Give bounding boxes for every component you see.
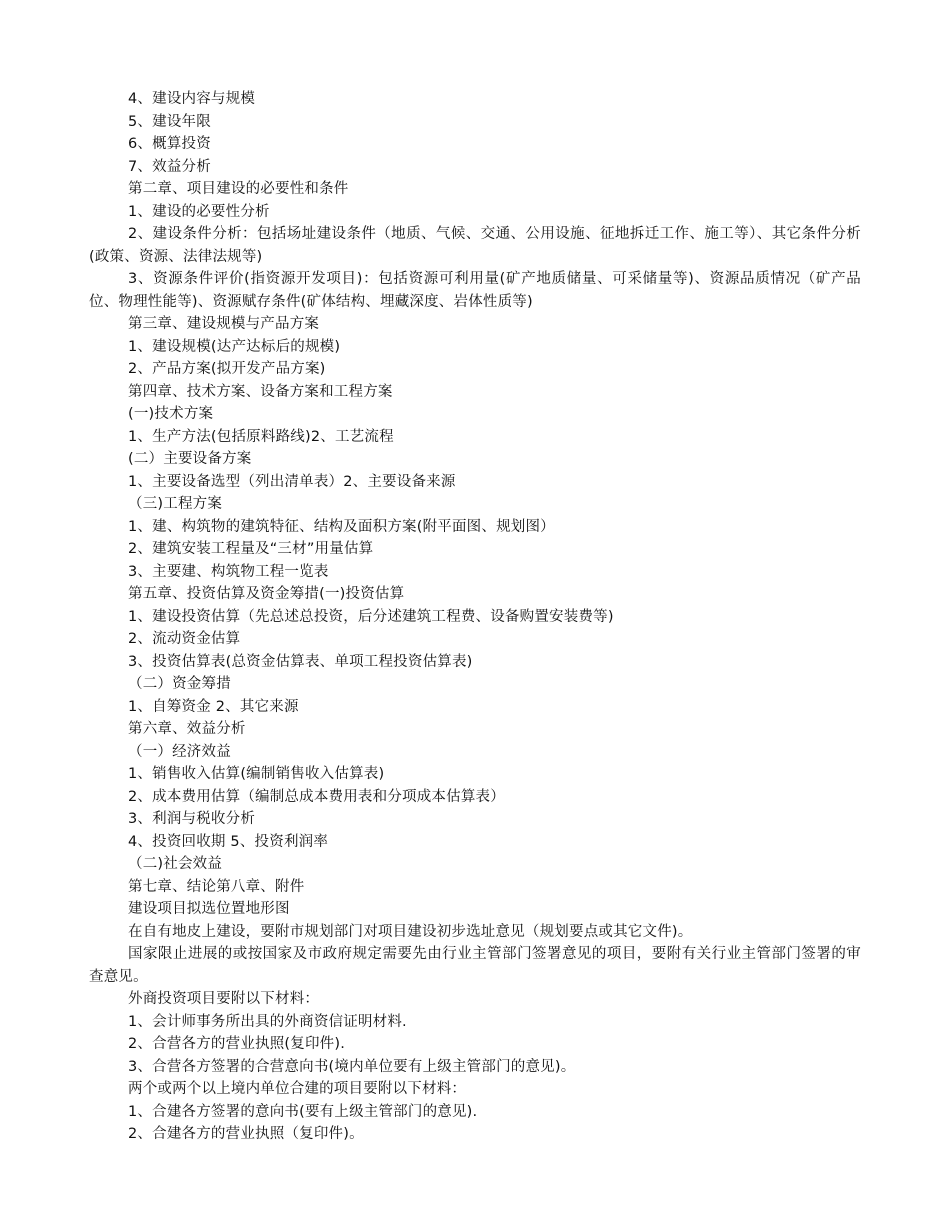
section-heading: (一)技术方案 (128, 406, 214, 422)
paragraph: 国家限止进展的或按国家及市政府规定需要先由行业主管部门签署意见的项目，要附有关行业主管部门签署的审查意见。 (89, 946, 861, 985)
paragraph: 1、合建各方签署的意向书(要有上级主管部门的意见). (128, 1103, 478, 1120)
paragraph: 3、投资估算表(总资金估算表、单项工程投资估算表) (128, 653, 473, 670)
paragraph: 5、建设年限 (128, 113, 211, 130)
paragraph: 2、建筑安装工程量及“三材”用量估算 (128, 541, 374, 557)
chapter-heading: 第三章、建设规模与产品方案 (128, 316, 320, 332)
chapter-heading: 第七章、结论第八章、附件 (128, 878, 305, 895)
paragraph: 3、主要建、构筑物工程一览表 (128, 563, 329, 580)
paragraph: 1、建设规模(达产达标后的规模) (128, 338, 341, 355)
paragraph: 1、建、构筑物的建筑特征、结构及面积方案(附平面图、规划图） (128, 518, 555, 535)
section-heading: （二)社会效益 (128, 856, 223, 872)
section-heading: （二）资金筹措 (128, 676, 231, 692)
paragraph: 4、建设内容与规模 (128, 91, 256, 107)
chapter-heading: 第六章、效益分析 (128, 721, 246, 737)
paragraph: 1、自筹资金 2、其它来源 (128, 698, 299, 715)
paragraph: 外商投资项目要附以下材料： (128, 991, 320, 1007)
paragraph: 1、销售收入估算(编制销售收入估算表) (128, 766, 385, 782)
section-heading: （三)工程方案 (128, 496, 223, 512)
paragraph: 3、利润与税收分析 (128, 811, 256, 827)
paragraph: 2、建设条件分析：包括场址建设条件（地质、气候、交通、公用设施、征地拆迁工作、施工等）、其它条件分析(政策、资源、法律法规等) (89, 226, 861, 265)
paragraph: 2、合建各方的营业执照（复印件)。 (128, 1126, 364, 1142)
paragraph: 1、会计师事务所出具的外商资信证明材料. (128, 1013, 407, 1030)
paragraph: 2、合营各方的营业执照(复印件). (128, 1036, 346, 1052)
paragraph: 7、效益分析 (128, 158, 211, 175)
chapter-heading: 第二章、项目建设的必要性和条件 (128, 181, 349, 197)
chapter-heading: 第四章、技术方案、设备方案和工程方案 (128, 383, 393, 400)
chapter-heading: 第五章、投资估算及资金筹措(一)投资估算 (128, 586, 405, 602)
section-heading: (二）主要设备方案 (128, 451, 252, 467)
paragraph: 1、建设投资估算（先总述总投资，后分述建筑工程费、设备购置安装费等) (128, 608, 614, 625)
paragraph: 3、合营各方签署的合营意向书(境内单位要有上级主管部门的意见)。 (128, 1058, 576, 1075)
document-page (89, 88, 861, 1146)
paragraph: 1、生产方法(包括原料路线)2、工艺流程 (128, 428, 394, 445)
paragraph: 2、产品方案(拟开发产品方案) (128, 361, 326, 377)
paragraph: 1、主要设备选型（列出清单表）2、主要设备来源 (128, 473, 456, 490)
paragraph: 1、建设的必要性分析 (128, 203, 270, 220)
paragraph: 3、资源条件评价(指资源开发项目)：包括资源可利用量(矿产地质储量、可采储量等)、资源品质情况（矿产品位、物理性能等)、资源赋存条件(矿体结构、埋藏深度、岩体性质等) (89, 271, 861, 310)
paragraph: 2、成本费用估算（编制总成本费用表和分项成本估算表） (128, 788, 505, 805)
paragraph: 2、流动资金估算 (128, 631, 241, 647)
paragraph: 6、概算投资 (128, 136, 211, 152)
section-heading: （一）经济效益 (128, 743, 231, 760)
paragraph: 两个或两个以上境内单位合建的项目要附以下材料： (128, 1081, 467, 1097)
paragraph: 建设项目拟选位置地形图 (128, 901, 290, 917)
paragraph: 在自有地皮上建设，要附市规划部门对项目建设初步选址意见（规划要点或其它文件)。 (128, 923, 693, 940)
paragraph: 4、投资回收期 5、投资利润率 (128, 833, 329, 850)
